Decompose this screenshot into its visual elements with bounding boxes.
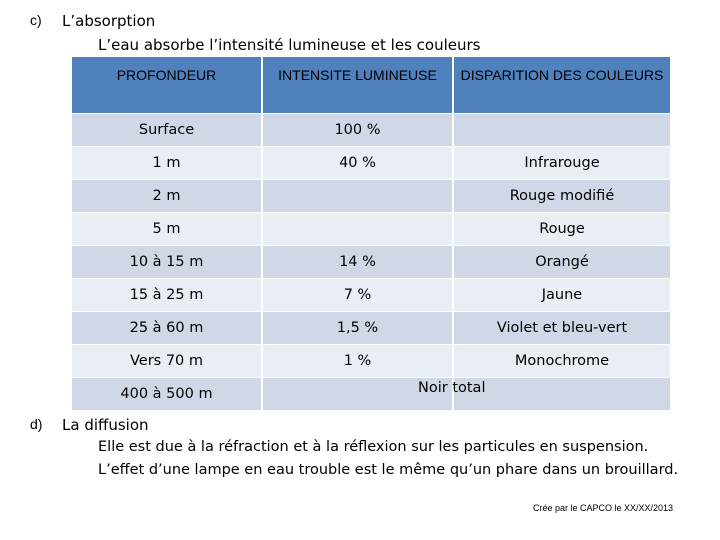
cell-intensity: 14 % (262, 245, 453, 278)
table-header-row (72, 57, 670, 113)
cell-color: Orangé (453, 245, 670, 278)
cell-depth: 5 m (72, 212, 262, 245)
absorption-table (72, 57, 670, 410)
table-row (72, 278, 670, 311)
noir-total-note: Noir total (418, 380, 486, 396)
cell-intensity (262, 212, 453, 245)
table-row (72, 212, 670, 245)
section-d-line-2: L’effet d’une lampe en eau trouble est le même qu’un phare dans un brouillard. (98, 462, 679, 478)
cell-intensity: 7 % (262, 278, 453, 311)
section-d-label: d) (30, 416, 43, 432)
table-row (72, 377, 670, 410)
cell-depth: 400 à 500 m (72, 377, 262, 410)
cell-color: Infrarouge (453, 146, 670, 179)
section-c-title: L’absorption (62, 12, 156, 30)
cell-color (453, 377, 670, 410)
header-intensite: INTENSITE LUMINEUSE (262, 57, 453, 113)
section-c-subtitle: L’eau absorbe l’intensité lumineuse et les couleurs (98, 36, 481, 54)
header-disparition: DISPARITION DES COULEURS (453, 57, 670, 113)
cell-depth: 10 à 15 m (72, 245, 262, 278)
table-row (72, 245, 670, 278)
table-row (72, 311, 670, 344)
table-row (72, 113, 670, 146)
section-c-label: c) (30, 12, 42, 28)
cell-color: Rouge (453, 212, 670, 245)
cell-intensity: 100 % (262, 113, 453, 146)
section-d-line-1: Elle est due à la réfraction et à la réflexion sur les particules en suspension. (98, 439, 649, 455)
cell-depth: 1 m (72, 146, 262, 179)
cell-color: Rouge modifié (453, 179, 670, 212)
cell-intensity: 40 % (262, 146, 453, 179)
cell-depth: 2 m (72, 179, 262, 212)
cell-intensity: 1 % (262, 344, 453, 377)
section-d-title: La diffusion (62, 416, 149, 434)
table-row (72, 146, 670, 179)
cell-depth: 15 à 25 m (72, 278, 262, 311)
table-row (72, 344, 670, 377)
cell-color: Monochrome (453, 344, 670, 377)
header-profondeur: PROFONDEUR (72, 57, 262, 113)
cell-color (453, 113, 670, 146)
cell-color: Jaune (453, 278, 670, 311)
cell-intensity: 1,5 % (262, 311, 453, 344)
cell-depth: 25 à 60 m (72, 311, 262, 344)
cell-color: Violet et bleu-vert (453, 311, 670, 344)
cell-depth: Surface (72, 113, 262, 146)
cell-depth: Vers 70 m (72, 344, 262, 377)
table-row (72, 179, 670, 212)
cell-intensity (262, 179, 453, 212)
credit-text: Crée par le CAPCO le XX/XX/2013 (533, 503, 674, 513)
